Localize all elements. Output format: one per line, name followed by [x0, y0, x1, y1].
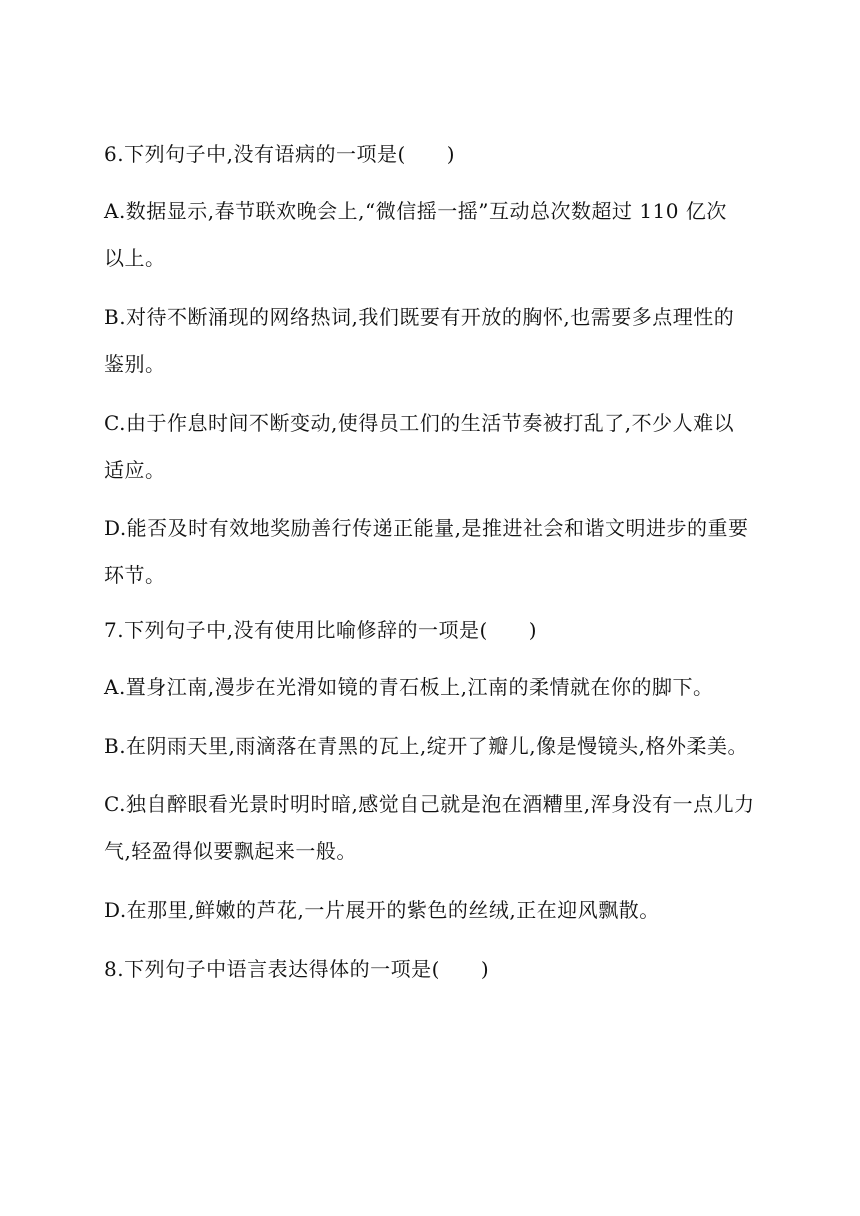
question-7-option-c-line-1: C.独自醉眼看光景时明时暗,感觉自己就是泡在酒糟里,浑身没有一点儿力: [104, 792, 755, 816]
question-6-option-d-line-2: 环节。: [104, 563, 166, 587]
question-6-option-d-line-1: D.能否及时有效地奖励善行传递正能量,是推进社会和谐文明进步的重要: [104, 516, 749, 540]
question-7-option-a: A.置身江南,漫步在光滑如镜的青石板上,江南的柔情就在你的脚下。: [104, 675, 714, 699]
question-6-option-c-line-1: C.由于作息时间不断变动,使得员工们的生活节奏被打乱了,不少人难以: [104, 411, 735, 435]
question-6-option-b-line-2: 鉴别。: [104, 352, 166, 376]
question-8-stem: 8.下列句子中语言表达得体的一项是( ): [104, 957, 490, 981]
question-7-option-d: D.在那里,鲜嫩的芦花,一片展开的紫色的丝绒,正在迎风飘散。: [104, 898, 660, 922]
question-7-stem: 7.下列句子中,没有使用比喻修辞的一项是( ): [104, 618, 538, 642]
question-7-option-c-line-2: 气,轻盈得似要飘起来一般。: [104, 839, 357, 863]
question-6-option-c-line-2: 适应。: [104, 458, 166, 482]
question-6-option-a-line-2: 以上。: [104, 246, 166, 270]
question-6-option-b-line-1: B.对待不断涌现的网络热词,我们既要有开放的胸怀,也需要多点理性的: [104, 305, 735, 329]
question-6-stem: 6.下列句子中,没有语病的一项是( ): [104, 142, 456, 166]
question-6-option-a-line-1: A.数据显示,春节联欢晚会上,“微信摇一摇”互动总次数超过 110 亿次: [104, 199, 727, 223]
question-7-option-b: B.在阴雨天里,雨滴落在青黑的瓦上,绽开了瓣儿,像是慢镜头,格外柔美。: [104, 734, 748, 758]
